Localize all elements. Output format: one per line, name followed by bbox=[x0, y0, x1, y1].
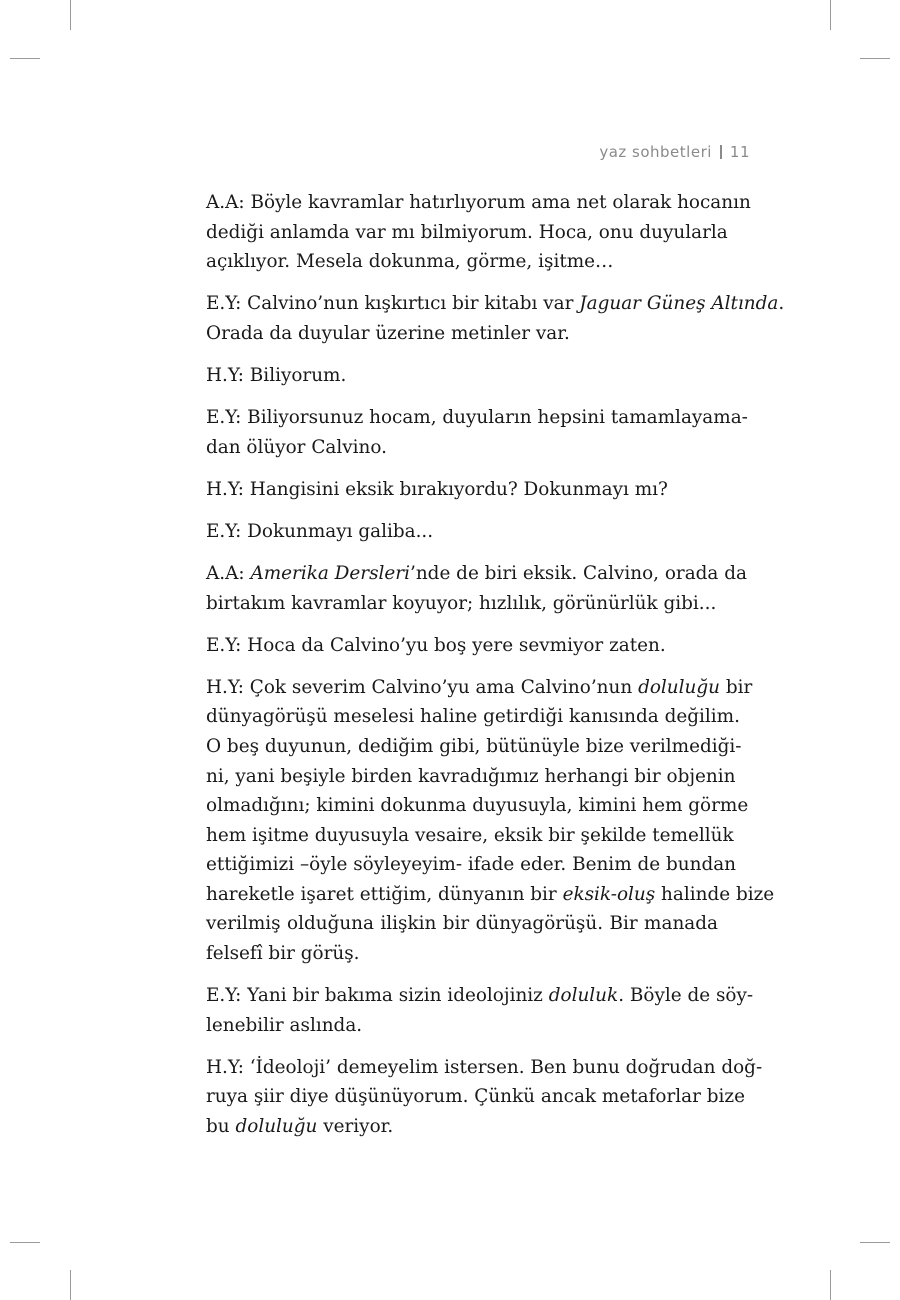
text-run: verilmiş olduğuna ilişkin bir dünyagörüşü. Bir manada bbox=[206, 913, 718, 935]
text-run: . Böyle de söy- bbox=[618, 985, 754, 1007]
text-line bbox=[206, 517, 718, 547]
text-run: E.Y: Hoca da Calvino’yu boş yere sevmiyor zaten. bbox=[206, 634, 666, 656]
text-run: Orada da duyular üzerine metinler var. bbox=[206, 322, 570, 344]
italic-text: eksik-oluş bbox=[562, 883, 656, 905]
text-run: açıklıyor. Mesela dokunma, görme, işitme… bbox=[206, 251, 614, 273]
text-run: H.Y: Çok severim Calvino’yu ama Calvino’nun bbox=[206, 676, 639, 698]
text-run: . bbox=[778, 293, 785, 315]
text-run: H.Y: Hangisini eksik bırakıyordu? Dokunmayı mı? bbox=[206, 478, 668, 500]
running-head bbox=[599, 143, 750, 161]
text-run: hareketle işaret ettiğim, dünyanın bir bbox=[206, 883, 563, 905]
text-run: veriyor. bbox=[317, 1116, 394, 1138]
text-run: H.Y: Biliyorum. bbox=[206, 364, 347, 386]
crop-mark-bottom-left-horizontal bbox=[10, 1242, 40, 1243]
body-text bbox=[206, 188, 785, 1154]
text-run: A.A: bbox=[206, 562, 251, 584]
italic-text: Amerika Dersleri bbox=[250, 562, 410, 584]
text-run: dünyagörüşü meselesi haline getirdiği kanısında değilim. bbox=[206, 706, 740, 728]
text-run: bu bbox=[206, 1116, 236, 1138]
text-run: halinde bize bbox=[655, 883, 775, 905]
text-run: ettiğimizi –öyle söyleyeyim- ifade eder. Benim de bundan bbox=[206, 854, 737, 876]
italic-text: doluluğu bbox=[638, 676, 720, 698]
italic-text: doluluğu bbox=[235, 1116, 318, 1138]
crop-mark-top-right-horizontal bbox=[860, 58, 890, 59]
text-run: E.Y: Yani bir bakıma sizin ideolojiniz bbox=[206, 985, 549, 1007]
crop-mark-bottom-right-horizontal bbox=[860, 1242, 890, 1243]
paragraph bbox=[206, 631, 718, 661]
text-line bbox=[206, 673, 753, 703]
text-line bbox=[206, 361, 718, 391]
text-run: ruya şiir diye düşünüyorum. Çünkü ancak metaforlar bize bbox=[206, 1086, 745, 1108]
text-line bbox=[206, 475, 718, 505]
text-line bbox=[206, 1082, 745, 1112]
text-run: felsefî bir görüş. bbox=[206, 943, 360, 965]
paragraph bbox=[206, 559, 747, 618]
text-line bbox=[206, 319, 718, 349]
text-run: E.Y: Biliyorsunuz hocam, duyuların hepsini tamamlayama- bbox=[206, 407, 748, 429]
crop-mark-bottom-left-vertical bbox=[70, 1270, 71, 1300]
running-head-separator bbox=[720, 145, 722, 159]
text-line bbox=[206, 589, 718, 619]
text-line bbox=[206, 850, 737, 880]
text-line bbox=[206, 1112, 718, 1142]
paragraph bbox=[206, 517, 718, 547]
text-line bbox=[206, 702, 740, 732]
text-run: O beş duyunun, dediğim gibi, bütünüyle bize verilmediği- bbox=[206, 735, 742, 757]
paragraph bbox=[206, 403, 748, 462]
italic-text: Jaguar Güneş Altında bbox=[579, 293, 779, 315]
text-run: bir bbox=[719, 676, 753, 698]
paragraph bbox=[206, 361, 718, 391]
crop-mark-top-left-vertical bbox=[70, 0, 71, 30]
text-run: ni, yani beşiyle birden kavradığımız herhangi bir objenin bbox=[206, 765, 736, 787]
text-run: dediği anlamda var mı bilmiyorum. Hoca, onu duyularla bbox=[206, 221, 728, 243]
text-line bbox=[206, 939, 718, 969]
paragraph bbox=[206, 188, 751, 277]
text-line bbox=[206, 981, 754, 1011]
text-line bbox=[206, 218, 728, 248]
text-line bbox=[206, 1011, 718, 1041]
text-line bbox=[206, 289, 785, 319]
text-line bbox=[206, 247, 718, 277]
crop-mark-bottom-right-vertical bbox=[830, 1270, 831, 1300]
crop-mark-top-right-vertical bbox=[830, 0, 831, 30]
text-run: E.Y: Dokunmayı galiba... bbox=[206, 520, 434, 542]
paragraph bbox=[206, 475, 718, 505]
text-run: birtakım kavramlar koyuyor; hızlılık, görünürlük gibi... bbox=[206, 592, 717, 614]
text-run: olmadığını; kimini dokunma duyusuyla, kimini hem görme bbox=[206, 795, 749, 817]
text-line bbox=[206, 631, 718, 661]
crop-mark-top-left-horizontal bbox=[10, 58, 40, 59]
running-head-title: yaz sohbetleri bbox=[599, 143, 712, 161]
text-line bbox=[206, 433, 718, 463]
paragraph bbox=[206, 981, 754, 1040]
text-run: lenebilir aslında. bbox=[206, 1014, 363, 1036]
text-line bbox=[206, 559, 747, 589]
italic-text: doluluk bbox=[548, 985, 619, 1007]
text-line bbox=[206, 762, 736, 792]
text-run: dan ölüyor Calvino. bbox=[206, 436, 387, 458]
text-line bbox=[206, 909, 718, 939]
text-run: hem işitme duyusuyla vesaire, eksik bir şekilde temellük bbox=[206, 824, 734, 846]
page-number: 11 bbox=[729, 143, 750, 161]
paragraph bbox=[206, 289, 785, 348]
text-line bbox=[206, 821, 734, 851]
text-line bbox=[206, 403, 748, 433]
text-run: H.Y: ‘İdeoloji’ demeyelim istersen. Ben bunu doğrudan doğ- bbox=[206, 1056, 763, 1078]
paragraph bbox=[206, 1053, 763, 1142]
text-line bbox=[206, 732, 742, 762]
text-run: E.Y: Calvino’nun kışkırtıcı bir kitabı var bbox=[206, 293, 580, 315]
text-line bbox=[206, 880, 775, 910]
text-line bbox=[206, 791, 749, 821]
text-run: ’nde de biri eksik. Calvino, orada da bbox=[409, 562, 747, 584]
text-run: A.A: Böyle kavramlar hatırlıyorum ama net olarak hocanın bbox=[206, 192, 751, 213]
text-line bbox=[206, 188, 751, 218]
paragraph bbox=[206, 673, 775, 969]
text-line bbox=[206, 1053, 763, 1083]
